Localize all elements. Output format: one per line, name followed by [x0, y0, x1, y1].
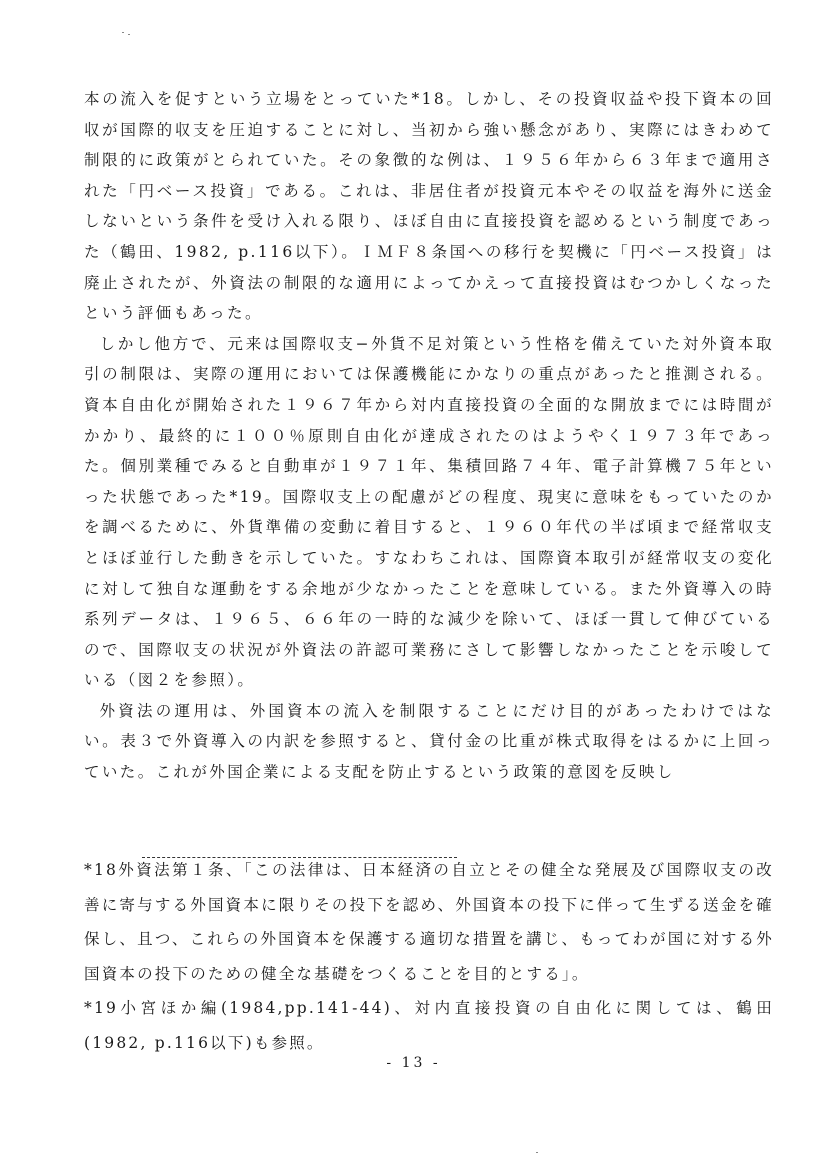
body-text: [84, 84, 774, 788]
footnote-18: *18外資法第１条、「この法律は、日本経済の自立とその健全な発展及び国際収支の改善に寄与する外国資本に限りその投下を認め、外国資本の投下に伴って生ずる送金を確保し、且つ、これらの外国資本を保護する適切な措置を講じ、もってわが国に対する外国資本の投下のための健全な基礎をつくることを目的とする」。: [84, 861, 774, 983]
footnotes: [84, 853, 774, 1060]
scan-speck: [536, 1152, 538, 1153]
footnote-19: *19小宮ほか編(1984,pp.141-44)、対内直接投資の自由化に関しては、鶴田(1982, p.116以下)も参照。: [84, 999, 774, 1052]
scan-speck: [122, 32, 124, 33]
page-number: - 13 -: [386, 1055, 441, 1071]
paragraph-2: しかし他方で、元来は国際収支−外貨不足対策という性格を備えていた対外資本取引の制限は、実際の運用においては保護機能にかなりの重点があったと推測される。資本自由化が開始された１９６７年から対内直接投資の全面的な開放までには時間がかかり、最終的に１００％原則自由化が達成されたのはようやく１９７３年であった。個別業種でみると自動車が１９７１年、集積回路７４年、電子計算機７５年といった状態であった*19。国際収支上の配慮がどの程度、現実に意味をもっていたのかを調べるために、外貨準備の変動に着目すると、１９６０年代の半ば頃まで経常収支とほぼ並行した動きを示していた。すなわちこれは、国際資本取引が経常収支の変化に対して独自な運動をする余地が少なかったことを意味している。また外資導入の時系列データは、１９６５、６６年の一時的な減少を除いて、ほぼ一貫して伸びているので、国際収支の状況が外資法の許認可業務にさして影響しなかったことを示唆している（図２を参照）。: [84, 334, 774, 690]
scan-speck: [128, 34, 130, 35]
paragraph-1: 本の流入を促すという立場をとっていた*18。しかし、その投資収益や投下資本の回収が国際的収支を圧迫することに対し、当初から強い懸念があり、実際にはきわめて制限的に政策がとられていた。その象徴的な例は、１９５６年から６３年まで適用された「円ベース投資」である。これは、非居住者が投資元本やその収益を海外に送金しないという条件を受け入れる限り、ほぼ自由に直接投資を認めるという制度であった（鶴田、1982, p.116以下）。ＩＭＦ８条国への移行を契機に「円ベース投資」は廃止されたが、外資法の制限的な適用によってかえって直接投資はむつかしくなったという評価もあった。: [84, 90, 774, 323]
paragraph-3: 外資法の運用は、外国資本の流入を制限することにだけ目的があったわけではない。表３で外資導入の内訳を参照すると、貸付金の比重が株式取得をはるかに上回っていた。これが外国企業による支配を防止するという政策的意図を反映し: [84, 701, 774, 782]
